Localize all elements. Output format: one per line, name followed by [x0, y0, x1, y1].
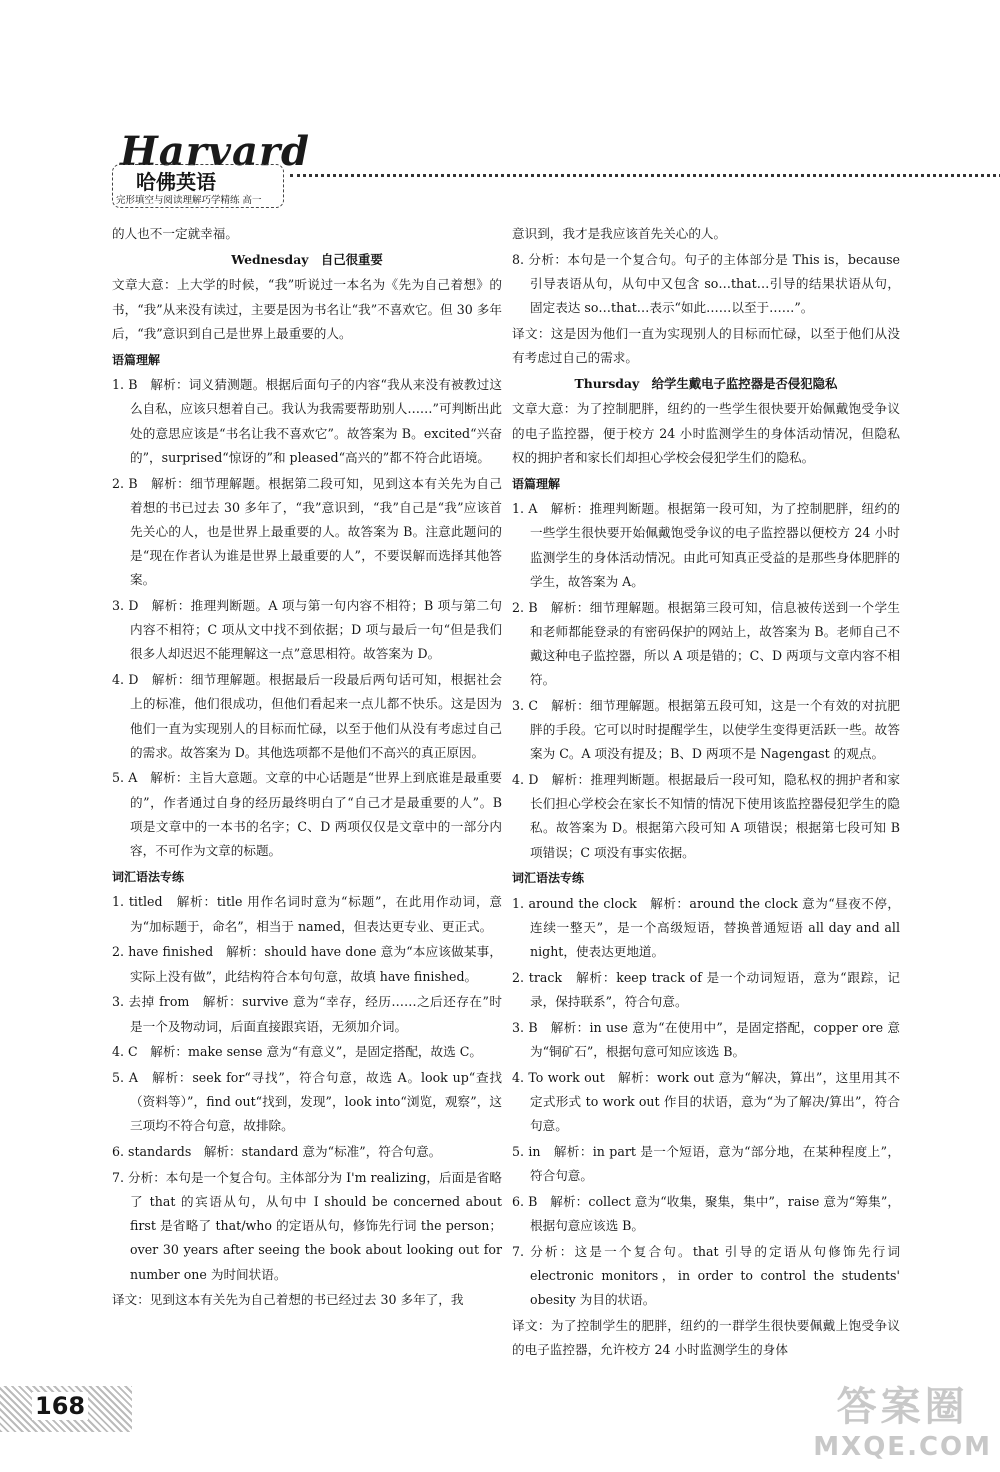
- paragraph: 8. 分析：本句是一个复合句。句子的主体部分是 This is，because 引导表语从句，从句中又包含 so…that…引导的结果状语从句，固定表达 so…that…表示“如此……以至于……”。: [512, 251, 900, 316]
- section-heading: 词汇语法专练: [512, 871, 585, 886]
- logo-chinese-title: 哈佛英语: [136, 170, 216, 194]
- right-column: [512, 222, 900, 1364]
- paragraph: 3. B 解析：in use 意为“在使用中”，是固定搭配，copper ore 意为“铜矿石”，根据句意可知应该选 B。: [512, 1020, 900, 1060]
- paragraph: 3. D 解析：推理判断题。A 项与第一句内容不相符；B 项与第二句内容不相符；C 项从文中找不到依据；D 项与最后一句“但是我们很多人却迟迟不能理解这一点”意思相符。故答案为 D。: [112, 598, 502, 662]
- paragraph: 4. To work out 解析：work out 意为“解决，算出”，这里用其不定式形式 to work out 作目的状语，意为“为了解决/算出”，符合句意。: [512, 1069, 900, 1134]
- paragraph: 3. 去掉 from 解析：survive 意为“幸存，经历……之后还存在”时是一个及物动词，后面直接跟宾语，无须加介词。: [112, 994, 502, 1034]
- watermark-url: MXQE.COM: [813, 1432, 992, 1462]
- section-heading: 词汇语法专练: [112, 869, 185, 884]
- article-title: Wednesday 自己很重要: [231, 251, 383, 267]
- paragraph: 译文：见到这本有关先为自己着想的书已经过去 30 多年了，我: [112, 1292, 464, 1308]
- paragraph: 译文：为了控制学生的肥胖，纽约的一群学生很快要佩戴上饱受争议的电子监控器，允许校方 24 小时监测学生的身体: [512, 1317, 900, 1358]
- book-subtitle: 完形填空与阅读理解巧学精练 高一: [116, 195, 262, 206]
- paragraph: 4. D 解析：细节理解题。根据最后一段最后两句话可知，根据社会上的标准，他们很成功，但他们看起来一点儿都不快乐。这是因为他们一直为实现别人的目标而忙碌，以至于他们从没有考虑过自己的需求。故答案为 D。其他选项都不是他们不高兴的真正原因。: [112, 672, 502, 760]
- watermark: [813, 1375, 992, 1462]
- paragraph: 6. standards 解析：standard 意为“标准”，符合句意。: [112, 1144, 442, 1160]
- page-number: 168: [32, 1392, 88, 1420]
- paragraph: 5. A 解析：主旨大意题。文章的中心话题是“世界上到底谁是最重要的”，作者通过自身的经历最终明白了“自己才是最重要的人”。B 项是文章中的一本书的名字；C、D 两项仅仅是文章中的一部分内容，不可作为文章的标题。: [112, 770, 502, 859]
- paragraph: 6. B 解析：collect 意为“收集，聚集，集中”，raise 意为“筹集”，根据句意应该选 B。: [512, 1193, 900, 1234]
- paragraph: 2. B 解析：细节理解题。根据第三段可知，信息被传送到一个学生和老师都能登录的有密码保护的网站上，故答案为 B。老师自己不戴这种电子监控器，所以 A 项是错的；C、D 两项与文章内容不相符。: [512, 599, 900, 688]
- paragraph: 7. 分析：这是一个复合句。that 引导的定语从句修饰先行词 electronic monitors，in order to control the students' obesity 为目的状语。: [512, 1243, 900, 1308]
- section-heading: 语篇理解: [512, 476, 561, 491]
- paragraph: 5. in 解析：in part 是一个短语，意为“部分地，在某种程度上”，符合句意。: [512, 1144, 900, 1184]
- paragraph: 译文：这是因为他们一直为实现别人的目标而忙碌，以至于他们从没有考虑过自己的需求。: [512, 325, 900, 366]
- harvard-logo-word: Harvard: [120, 128, 310, 175]
- paragraph: 1. around the clock 解析：around the clock 意为“昼夜不停，连续一整天”，是一个高级短语，替换普通短语 all day and all night，使表达更地道。: [512, 895, 900, 960]
- article-title: Thursday 给学生戴电子监控器是否侵犯隐私: [574, 375, 838, 391]
- paragraph: 意识到，我才是我应该首先关心的人。: [512, 226, 727, 241]
- paragraph: 2. have finished 解析：should have done 意为“本应该做某事，实际上没有做”，此结构符合本句句意，故填 have finished。: [112, 944, 502, 984]
- section-heading: 语篇理解: [112, 352, 161, 367]
- paragraph: 文章大意：上大学的时候，“我”听说过一本名为《先为自己着想》的书，“我”从来没有读过，主要是因为书名让“我”不喜欢它。但 30 多年后，“我”意识到自己是世界上最重要的人。: [112, 277, 502, 341]
- paragraph: 5. A 解析：seek for“寻找”，符合句意，故选 A。look up“查找（资料等）”，find out“找到，发现”，look into“浏览，观察”，这三项均不符合句意，故排除。: [112, 1069, 502, 1134]
- paragraph: 2. track 解析：keep track of 是一个动词短语，意为“跟踪，记录，保持联系”，符合句意。: [512, 970, 900, 1010]
- paragraph: 3. C 解析：细节理解题。根据第五段可知，这是一个有效的对抗肥胖的手段。它可以时时提醒学生，以使学生变得更活跃一些。故答案为 C。A 项没有提及；B、D 两项不是 Nagengast 的观点。: [512, 697, 900, 762]
- left-column: [112, 222, 502, 1314]
- header-dotted-rule: [290, 174, 1000, 177]
- watermark-text: 答案圈: [836, 1384, 969, 1430]
- page-number-box: [0, 1386, 132, 1432]
- paragraph: 1. A 解析：推理判断题。根据第一段可知，为了控制肥胖，纽约的一些学生很快要开始佩戴饱受争议的电子监控器以便校方 24 小时监测学生的身体活动情况。由此可知真正受益的是那些身体肥胖的学生，故答案为 A。: [512, 501, 900, 589]
- page-header: [112, 128, 1000, 208]
- paragraph: 4. C 解析：make sense 意为“有意义”，是固定搭配，故选 C。: [112, 1044, 482, 1060]
- paragraph: 文章大意：为了控制肥胖，纽约的一些学生很快要开始佩戴饱受争议的电子监控器，便于校方 24 小时监测学生的身体活动情况，但隐私权的拥护者和家长们却担心学校会侵犯学生们的隐私。: [512, 401, 900, 465]
- paragraph: 2. B 解析：细节理解题。根据第二段可知，见到这本有关先为自己着想的书已过去 30 多年了，“我”意识到，“我”自己是“我”应该首先关心的人，也是世界上最重要的人。故答案为 B。注意此题问的是“现在作者认为谁是世界上最重要的人”，不要误解而选择其他答案。: [112, 475, 502, 588]
- paragraph: 7. 分析：本句是一个复合句。主体部分为 I'm realizing，后面是省略了 that 的宾语从句，从句中 I should be concerned about first 是省略了 that/who 的定语从句，修饰先行词 the person；over 30 years after seeing the book about looking out for number one 为时间状语。: [112, 1169, 502, 1282]
- paragraph: 的人也不一定就幸福。: [112, 226, 238, 241]
- paragraph: 1. B 解析：词义猜测题。根据后面句子的内容“我从来没有被教过这么自私，应该只想着自己。我认为我需要帮助别人……”可判断出此处的意思应该是“书名让我不喜欢它”。故答案为 B。excited“兴奋的”，surprised“惊讶的”和 pleased“高兴的”都不符合此语境。: [112, 377, 502, 465]
- paragraph: 1. titled 解析：title 用作名词时意为“标题”，在此用作动词，意为“加标题于，命名”，相当于 named，但表达更专业、更正式。: [112, 894, 502, 934]
- paragraph: 4. D 解析：推理判断题。根据最后一段可知，隐私权的拥护者和家长们担心学校会在家长不知情的情况下使用该监控器侵犯学生的隐私。故答案为 D。根据第六段可知 A 项错误；根据第七段可知 B 项错误；C 项没有事实依据。: [512, 771, 900, 860]
